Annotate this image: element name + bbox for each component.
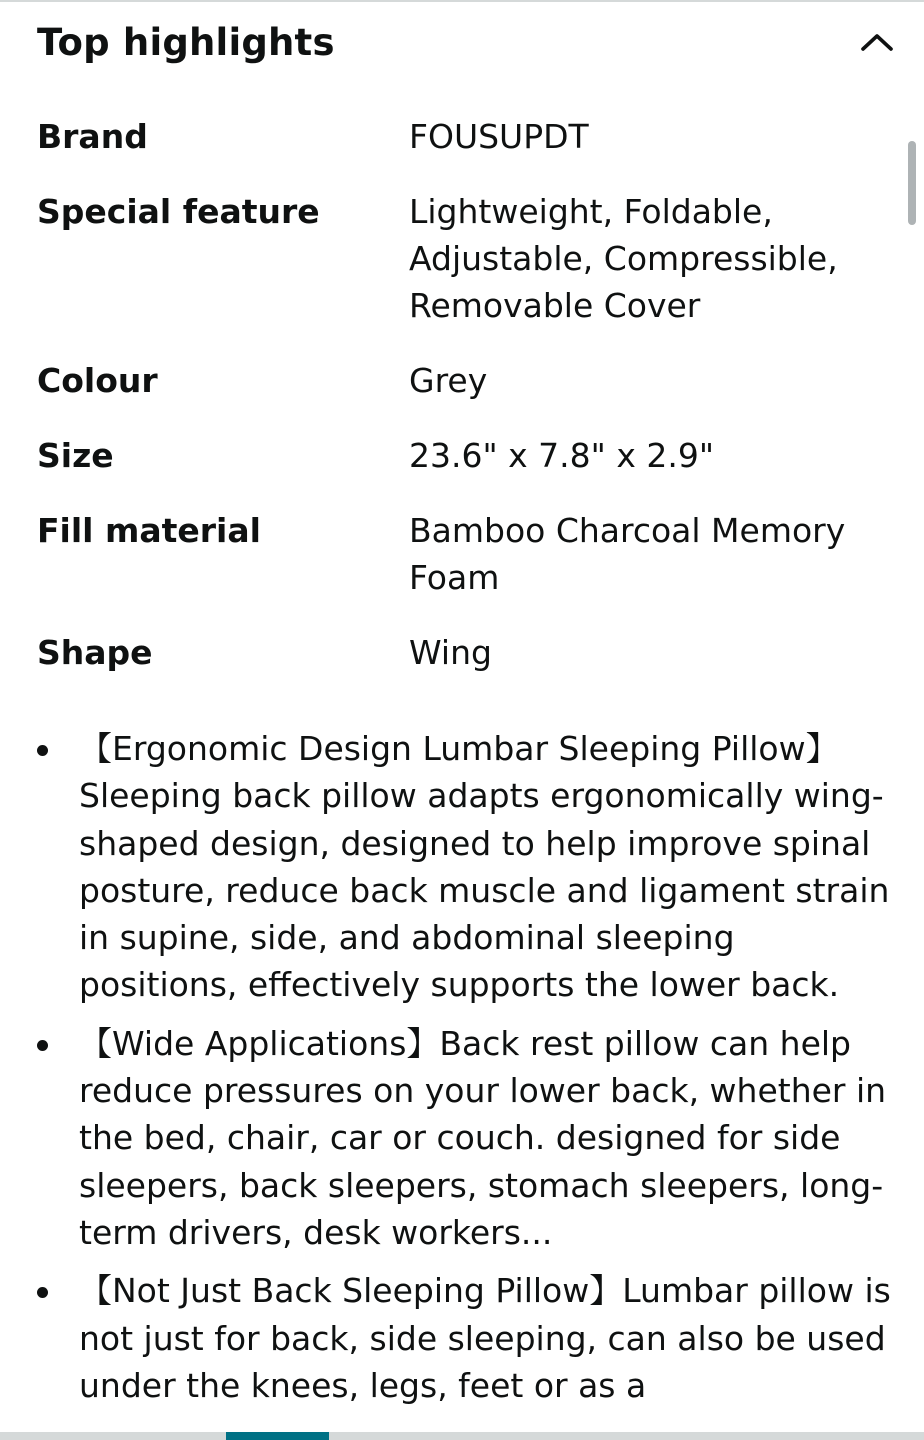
chevron-up-icon[interactable] — [857, 22, 897, 62]
bottom-scroll-track — [0, 1432, 924, 1440]
spec-label: Brand — [37, 117, 148, 156]
spec-label: Size — [37, 436, 114, 475]
spec-label: Fill material — [37, 511, 261, 550]
spec-row-colour — [37, 357, 887, 404]
top-highlights-header[interactable] — [37, 14, 897, 70]
specs-table — [37, 113, 887, 704]
spec-value: Lightweight, Foldable, Adjustable, Compressible, Removable Cover — [409, 192, 838, 325]
spec-value: FOUSUPDT — [409, 117, 589, 156]
spec-value: Bamboo Charcoal Memory Foam — [409, 511, 846, 597]
bullet-text: 【Wide Applications】Back rest pillow can help reduce pressures on your lower back, whether in the bed, chair, car or couch. designed for side sleepers, back sleepers, stomach sleepers, long-term drivers, desk workers... — [79, 1023, 887, 1252]
spec-row-fill-material — [37, 507, 887, 601]
spec-value: 23.6" x 7.8" x 2.9" — [409, 436, 714, 475]
bullet-dot-icon — [37, 1040, 48, 1051]
list-item — [37, 1267, 897, 1409]
spec-label: Special feature — [37, 192, 320, 231]
feature-bullet-list — [37, 725, 897, 1420]
bullet-dot-icon — [37, 1287, 48, 1298]
spec-row-shape — [37, 629, 887, 676]
list-item — [37, 1020, 897, 1256]
bullet-dot-icon — [37, 745, 48, 756]
spec-label: Colour — [37, 361, 158, 400]
top-divider — [0, 0, 924, 2]
spec-row-special-feature — [37, 188, 887, 329]
bullet-text: 【Not Just Back Sleeping Pillow】Lumbar pillow is not just for back, side sleeping, can also be used under the knees, legs, feet or as a — [79, 1271, 891, 1405]
vertical-scrollbar[interactable] — [908, 141, 916, 225]
spec-label: Shape — [37, 633, 153, 672]
spec-row-brand — [37, 113, 887, 160]
spec-value: Grey — [409, 361, 488, 400]
bullet-text: 【Ergonomic Design Lumbar Sleeping Pillow】Sleeping back pillow adapts ergonomically wing-shaped design, designed to help improve spinal posture, reduce back muscle and ligament strain in supine, side, and abdominal sleeping positions, effectively supports the lower back. — [79, 729, 890, 1005]
bottom-scroll-indicator — [226, 1432, 329, 1440]
section-title: Top highlights — [37, 20, 335, 64]
spec-value: Wing — [409, 633, 492, 672]
spec-row-size — [37, 432, 887, 479]
list-item — [37, 725, 897, 1009]
